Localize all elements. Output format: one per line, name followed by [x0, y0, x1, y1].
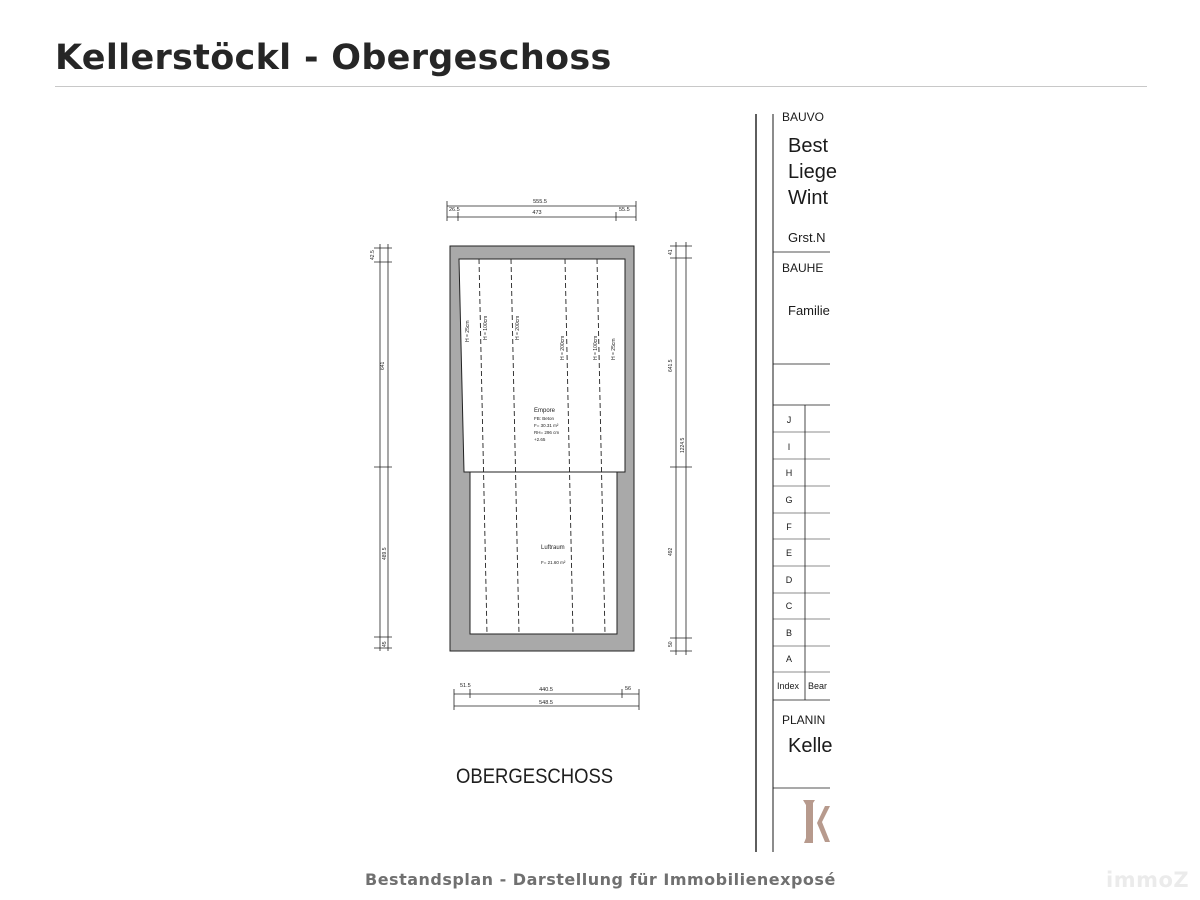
dim-left-lower: 489.5: [382, 547, 388, 560]
height-mark-2: H = 100cm: [483, 315, 489, 340]
dim-bottom-left: 51.5: [460, 683, 471, 689]
height-mark-3: H = 200cm: [515, 315, 521, 340]
revision-G: G: [785, 495, 793, 505]
left-dimension-lines: [374, 244, 392, 651]
height-mark-6: H = 25cm: [611, 338, 617, 360]
company-logo: [803, 800, 830, 843]
revision-D: D: [785, 575, 793, 585]
watermark-logo: immoZ: [1106, 868, 1190, 892]
revision-C: C: [785, 601, 793, 611]
dim-bottom-total: 548.5: [539, 700, 553, 706]
dim-right-bottom: 50: [668, 641, 674, 647]
roof-height-lines: [479, 259, 605, 634]
dim-top-mid: 473: [532, 210, 542, 216]
room-empore-level: +2.65: [534, 437, 546, 442]
dim-bottom-right: 56: [625, 686, 632, 692]
outer-walls: [450, 246, 634, 651]
room-luftraum-area: F= 21.60 m²: [541, 560, 566, 565]
dim-right-total: 1224.5: [680, 437, 686, 453]
tb-parcel: Grst.N: [788, 230, 826, 245]
dim-right-top: 41: [668, 249, 674, 255]
height-mark-4: H = 200cm: [560, 335, 566, 360]
tb-project-line-2: Liege: [788, 161, 837, 183]
dim-bottom-mid: 440.5: [539, 687, 553, 693]
room-empore-area: F= 30.31 m²: [534, 423, 559, 428]
tb-plan-header: PLANIN: [782, 713, 826, 727]
revision-I: I: [787, 442, 791, 452]
tb-client: Familie: [788, 303, 830, 318]
revision-A: A: [785, 654, 793, 664]
dim-left-upper: 641: [380, 361, 386, 370]
revision-F: F: [786, 522, 792, 532]
room-luftraum-name: Luftraum: [541, 545, 565, 551]
dim-top-left: 26.5: [449, 207, 460, 213]
room-empore-height: RH= 296 cm: [534, 430, 560, 435]
dim-right-lower: 492: [668, 547, 674, 556]
revision-rows: [785, 415, 792, 664]
tb-index-label: Index: [777, 681, 800, 691]
height-mark-5: H = 100cm: [593, 335, 599, 360]
tb-client-header: BAUHE: [782, 261, 824, 275]
tb-remark-label: Bear: [808, 681, 828, 691]
sheet-label: OBERGESCHOSS: [456, 765, 614, 788]
dim-left-top: 42.5: [370, 250, 376, 260]
dim-top-total: 555.5: [533, 199, 547, 205]
dim-top-right: 55.5: [619, 207, 630, 213]
dim-left-bottom: 45: [382, 641, 388, 647]
revision-J: J: [786, 415, 792, 425]
tb-plan-name: Kelle: [788, 735, 833, 757]
tb-project-line-1: Best: [788, 135, 829, 157]
dim-right-upper: 641.5: [668, 359, 674, 372]
revision-B: B: [785, 628, 793, 638]
page-caption: Bestandsplan - Darstellung für Immobilienexposé: [365, 870, 836, 889]
page-title: Kellerstöckl - Obergeschoss: [55, 38, 612, 78]
height-mark-1: H = 25cm: [465, 320, 471, 342]
revision-E: E: [785, 548, 793, 558]
tb-project-header: BAUVO: [782, 110, 825, 124]
room-empore-name: Empore: [534, 408, 556, 414]
room-empore-floor: FB: Beton: [534, 416, 555, 421]
tb-project-line-3: Wint: [788, 187, 828, 209]
revision-H: H: [785, 468, 793, 478]
